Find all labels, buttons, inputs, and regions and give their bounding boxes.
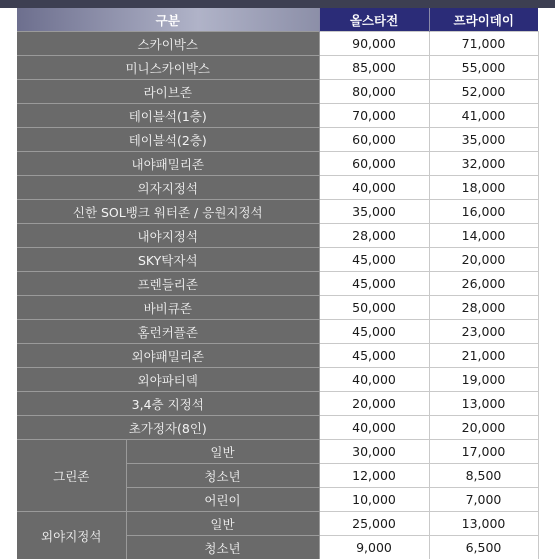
allstar-price: 12,000: [319, 464, 429, 488]
seat-name: 바비큐존: [17, 296, 319, 320]
table-row: [17, 200, 538, 224]
table-row: [17, 32, 538, 56]
allstar-price: 35,000: [319, 200, 429, 224]
ticket-price-table: [17, 8, 539, 559]
friday-price: 8,500: [429, 464, 538, 488]
seat-name: SKY탁자석: [17, 248, 319, 272]
table-header-row: [17, 8, 538, 32]
friday-price: 35,000: [429, 128, 538, 152]
seat-name: 홈런커플존: [17, 320, 319, 344]
seat-name: 외야파티덱: [17, 368, 319, 392]
allstar-price: 45,000: [319, 320, 429, 344]
header-friday: 프라이데이: [429, 8, 538, 32]
allstar-price: 45,000: [319, 248, 429, 272]
table-row: [17, 416, 538, 440]
table-row: [17, 296, 538, 320]
allstar-price: 25,000: [319, 512, 429, 536]
seat-name: 내야지정석: [17, 224, 319, 248]
table-row: [17, 128, 538, 152]
seat-name: 3,4층 지정석: [17, 392, 319, 416]
allstar-price: 45,000: [319, 272, 429, 296]
table-row: [17, 272, 538, 296]
sub-category: 일반: [126, 440, 319, 464]
allstar-price: 30,000: [319, 440, 429, 464]
seat-name: 초가정자(8인): [17, 416, 319, 440]
seat-name: 신한 SOL뱅크 워터존 / 응원지정석: [17, 200, 319, 224]
seat-name: 미니스카이박스: [17, 56, 319, 80]
top-strip: [0, 0, 555, 8]
friday-price: 71,000: [429, 32, 538, 56]
table-row: [17, 392, 538, 416]
allstar-price: 9,000: [319, 536, 429, 559]
friday-price: 20,000: [429, 248, 538, 272]
table-row: [17, 80, 538, 104]
seat-name: 테이블석(2층): [17, 128, 319, 152]
friday-price: 28,000: [429, 296, 538, 320]
seat-name: 스카이박스: [17, 32, 319, 56]
table-row: [17, 368, 538, 392]
friday-price: 41,000: [429, 104, 538, 128]
friday-price: 7,000: [429, 488, 538, 512]
table-row: [17, 104, 538, 128]
header-allstar: 올스타전: [319, 8, 429, 32]
sub-category: 청소년: [126, 464, 319, 488]
allstar-price: 40,000: [319, 176, 429, 200]
seat-name: 프렌들리존: [17, 272, 319, 296]
allstar-price: 45,000: [319, 344, 429, 368]
friday-price: 17,000: [429, 440, 538, 464]
friday-price: 6,500: [429, 536, 538, 559]
seat-name: 의자지정석: [17, 176, 319, 200]
table-row: [17, 320, 538, 344]
seat-name: 테이블석(1층): [17, 104, 319, 128]
friday-price: 52,000: [429, 80, 538, 104]
allstar-price: 50,000: [319, 296, 429, 320]
table-row: [17, 344, 538, 368]
table-row: [17, 176, 538, 200]
friday-price: 14,000: [429, 224, 538, 248]
allstar-price: 10,000: [319, 488, 429, 512]
group-outfield-reserved: 외야지정석: [17, 512, 126, 559]
table-row: [17, 440, 538, 464]
allstar-price: 70,000: [319, 104, 429, 128]
sub-category: 일반: [126, 512, 319, 536]
allstar-price: 60,000: [319, 152, 429, 176]
group-green-zone: 그린존: [17, 440, 126, 512]
seat-name: 외야패밀리존: [17, 344, 319, 368]
allstar-price: 20,000: [319, 392, 429, 416]
friday-price: 21,000: [429, 344, 538, 368]
seat-name: 내야패밀리존: [17, 152, 319, 176]
friday-price: 32,000: [429, 152, 538, 176]
friday-price: 55,000: [429, 56, 538, 80]
allstar-price: 28,000: [319, 224, 429, 248]
allstar-price: 40,000: [319, 368, 429, 392]
table-row: [17, 152, 538, 176]
sub-category: 어린이: [126, 488, 319, 512]
friday-price: 18,000: [429, 176, 538, 200]
friday-price: 19,000: [429, 368, 538, 392]
friday-price: 20,000: [429, 416, 538, 440]
allstar-price: 90,000: [319, 32, 429, 56]
table-row: [17, 56, 538, 80]
friday-price: 16,000: [429, 200, 538, 224]
friday-price: 13,000: [429, 392, 538, 416]
table-row: [17, 224, 538, 248]
table-row: [17, 512, 538, 536]
friday-price: 13,000: [429, 512, 538, 536]
allstar-price: 60,000: [319, 128, 429, 152]
friday-price: 23,000: [429, 320, 538, 344]
allstar-price: 85,000: [319, 56, 429, 80]
seat-name: 라이브존: [17, 80, 319, 104]
allstar-price: 80,000: [319, 80, 429, 104]
sub-category: 청소년: [126, 536, 319, 559]
friday-price: 26,000: [429, 272, 538, 296]
table-row: [17, 248, 538, 272]
header-category: 구분: [17, 8, 319, 32]
allstar-price: 40,000: [319, 416, 429, 440]
